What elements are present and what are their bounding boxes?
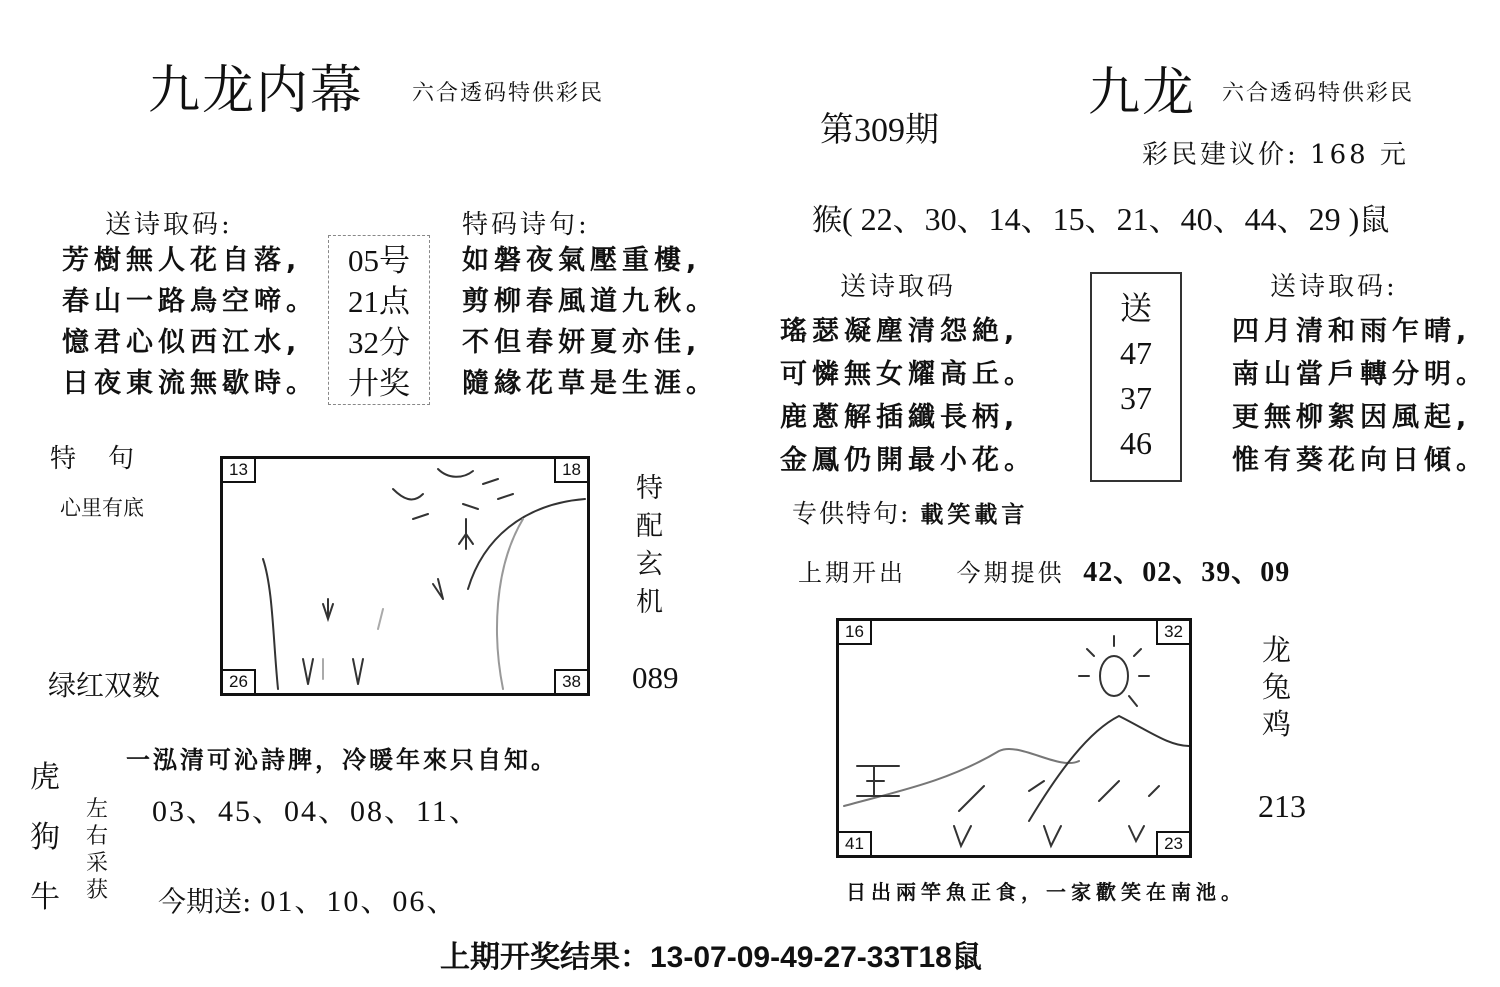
- special-line: [792, 494, 1028, 530]
- corner-number: 16: [837, 619, 872, 645]
- left-side-number: 089: [632, 660, 679, 695]
- box-line: 送: [1119, 289, 1152, 327]
- side-char: 特: [636, 473, 663, 504]
- zodiac-vertical: [30, 748, 60, 928]
- pick-char: 左: [86, 797, 109, 822]
- side-char: 鸡: [1262, 707, 1292, 741]
- right-poem-right: [1232, 310, 1488, 482]
- special-phrase: 心里有底: [60, 496, 144, 520]
- left-sketch: [220, 456, 590, 696]
- corner-number: 41: [837, 831, 872, 857]
- poem-line: 鹿蔥解插纖長柄,: [780, 402, 1020, 433]
- left-poem-heading: 送诗取码:: [105, 210, 233, 240]
- right-caption: 日出兩竿魚正食，一家歡笑在南池。: [846, 880, 1246, 904]
- poem-line: 日夜東流無歇時。: [62, 368, 318, 399]
- side-char: 配: [636, 511, 663, 542]
- corner-number: 23: [1156, 831, 1191, 857]
- issue-number: 第309期: [820, 112, 939, 149]
- side-char: 龙: [1262, 633, 1292, 667]
- right-side-vertical: [1262, 632, 1291, 743]
- left-poem-line: 一泓清可沁詩脾，冷暖年來只自知。: [126, 746, 558, 774]
- zodiac-start: 猴: [812, 203, 842, 238]
- box-line: 37: [1120, 380, 1152, 416]
- poem-line: 四月清和雨乍晴,: [1232, 316, 1472, 347]
- poem-line: 不但春妍夏亦佳,: [462, 327, 702, 358]
- poem-line: 惟有葵花向日傾。: [1232, 445, 1488, 476]
- pick-char: 右: [86, 824, 109, 849]
- zodiac-range: [812, 194, 1389, 240]
- zodiac-char: 牛: [30, 880, 60, 915]
- footer-numbers: 13-07-09-49-27-33T18鼠: [650, 941, 982, 974]
- poem-line: 春山一路鳥空啼。: [62, 286, 318, 317]
- poem-line: 剪柳春風道九秋。: [462, 286, 718, 317]
- color-label: 绿红双数: [48, 669, 161, 702]
- box-line: 47: [1120, 335, 1152, 371]
- provide-line: [798, 550, 1290, 590]
- corner-number: 18: [554, 457, 589, 483]
- special-phrase-label: 特 句: [50, 444, 138, 474]
- right-poem-right-heading: 送诗取码:: [1270, 272, 1398, 302]
- this-issue-numbers: 01、10、06、: [260, 885, 459, 918]
- right-side-number: 213: [1258, 788, 1306, 824]
- right-subtitle: 六合透码特供彩民: [1222, 81, 1415, 106]
- poem-line: 如磐夜氣壓重樓,: [462, 245, 702, 276]
- poem-line: 隨緣花草是生涯。: [462, 368, 718, 399]
- special-label: 专供特句:: [792, 499, 911, 528]
- last-issue-label: 上期开出: [798, 559, 906, 587]
- poem-line: 瑤瑟凝塵清怨絶,: [780, 316, 1020, 347]
- poem-line: 可憐無女耀高丘。: [780, 359, 1036, 390]
- price-label: 彩民建议价: 168 元: [1142, 140, 1409, 170]
- right-title: 九龙: [1088, 63, 1197, 123]
- poem-line: 芳樹無人花自落,: [62, 245, 302, 276]
- pick-char: 获: [86, 878, 109, 903]
- pick-vertical: [86, 796, 108, 904]
- provide-numbers: 42、02、39、09: [1083, 557, 1291, 588]
- footer-result: [440, 932, 982, 976]
- this-issue-label: 今期送:: [158, 885, 252, 918]
- corner-number: 13: [221, 457, 256, 483]
- box-line: 32分: [348, 325, 410, 360]
- zodiac-char: 狗: [30, 820, 60, 855]
- landscape-sketch-icon: [223, 459, 587, 693]
- this-issue-line: [158, 876, 458, 920]
- zodiac-char: 虎: [30, 760, 60, 795]
- poem-line: 憶君心似西江水,: [62, 327, 302, 358]
- side-char: 兔: [1262, 670, 1292, 704]
- side-char: 玄: [636, 549, 663, 580]
- zodiac-end: 鼠: [1359, 203, 1390, 238]
- left-center-box: [328, 235, 430, 405]
- right-poem-heading: 特码诗句:: [462, 210, 590, 240]
- box-line: 46: [1120, 425, 1152, 461]
- sunrise-landscape-icon: [839, 621, 1189, 855]
- left-poem: [62, 240, 318, 404]
- box-line: 21点: [348, 284, 410, 319]
- right-poem-left-heading: 送诗取码: [840, 272, 957, 302]
- right-center-box: [1090, 272, 1182, 482]
- footer-label: 上期开奖结果：: [440, 940, 650, 975]
- corner-number: 26: [221, 669, 256, 695]
- box-line: 05号: [348, 243, 410, 278]
- right-poem-left: [780, 310, 1036, 482]
- poem-line: 更無柳絮因風起,: [1232, 402, 1472, 433]
- provide-label: 今期提供: [956, 559, 1065, 587]
- box-line: 廾奖: [348, 366, 410, 401]
- poem-line: 南山當戶轉分明。: [1232, 359, 1488, 390]
- special-text: 載笑載言: [920, 502, 1029, 528]
- numbers-line: 03、45、04、08、11、: [152, 795, 481, 828]
- right-sketch: [836, 618, 1192, 858]
- corner-number: 32: [1156, 619, 1191, 645]
- corner-number: 38: [554, 669, 589, 695]
- left-special-poem: [462, 240, 718, 404]
- pick-char: 采: [86, 851, 109, 876]
- left-side-vertical: [636, 470, 663, 622]
- left-title: 九龙内幕: [148, 61, 365, 121]
- side-char: 机: [636, 587, 663, 618]
- left-subtitle: 六合透码特供彩民: [412, 81, 605, 106]
- zodiac-numbers: ( 22、30、14、15、21、40、44、29 ): [842, 201, 1360, 237]
- poem-line: 金鳳仍開最小花。: [780, 445, 1036, 476]
